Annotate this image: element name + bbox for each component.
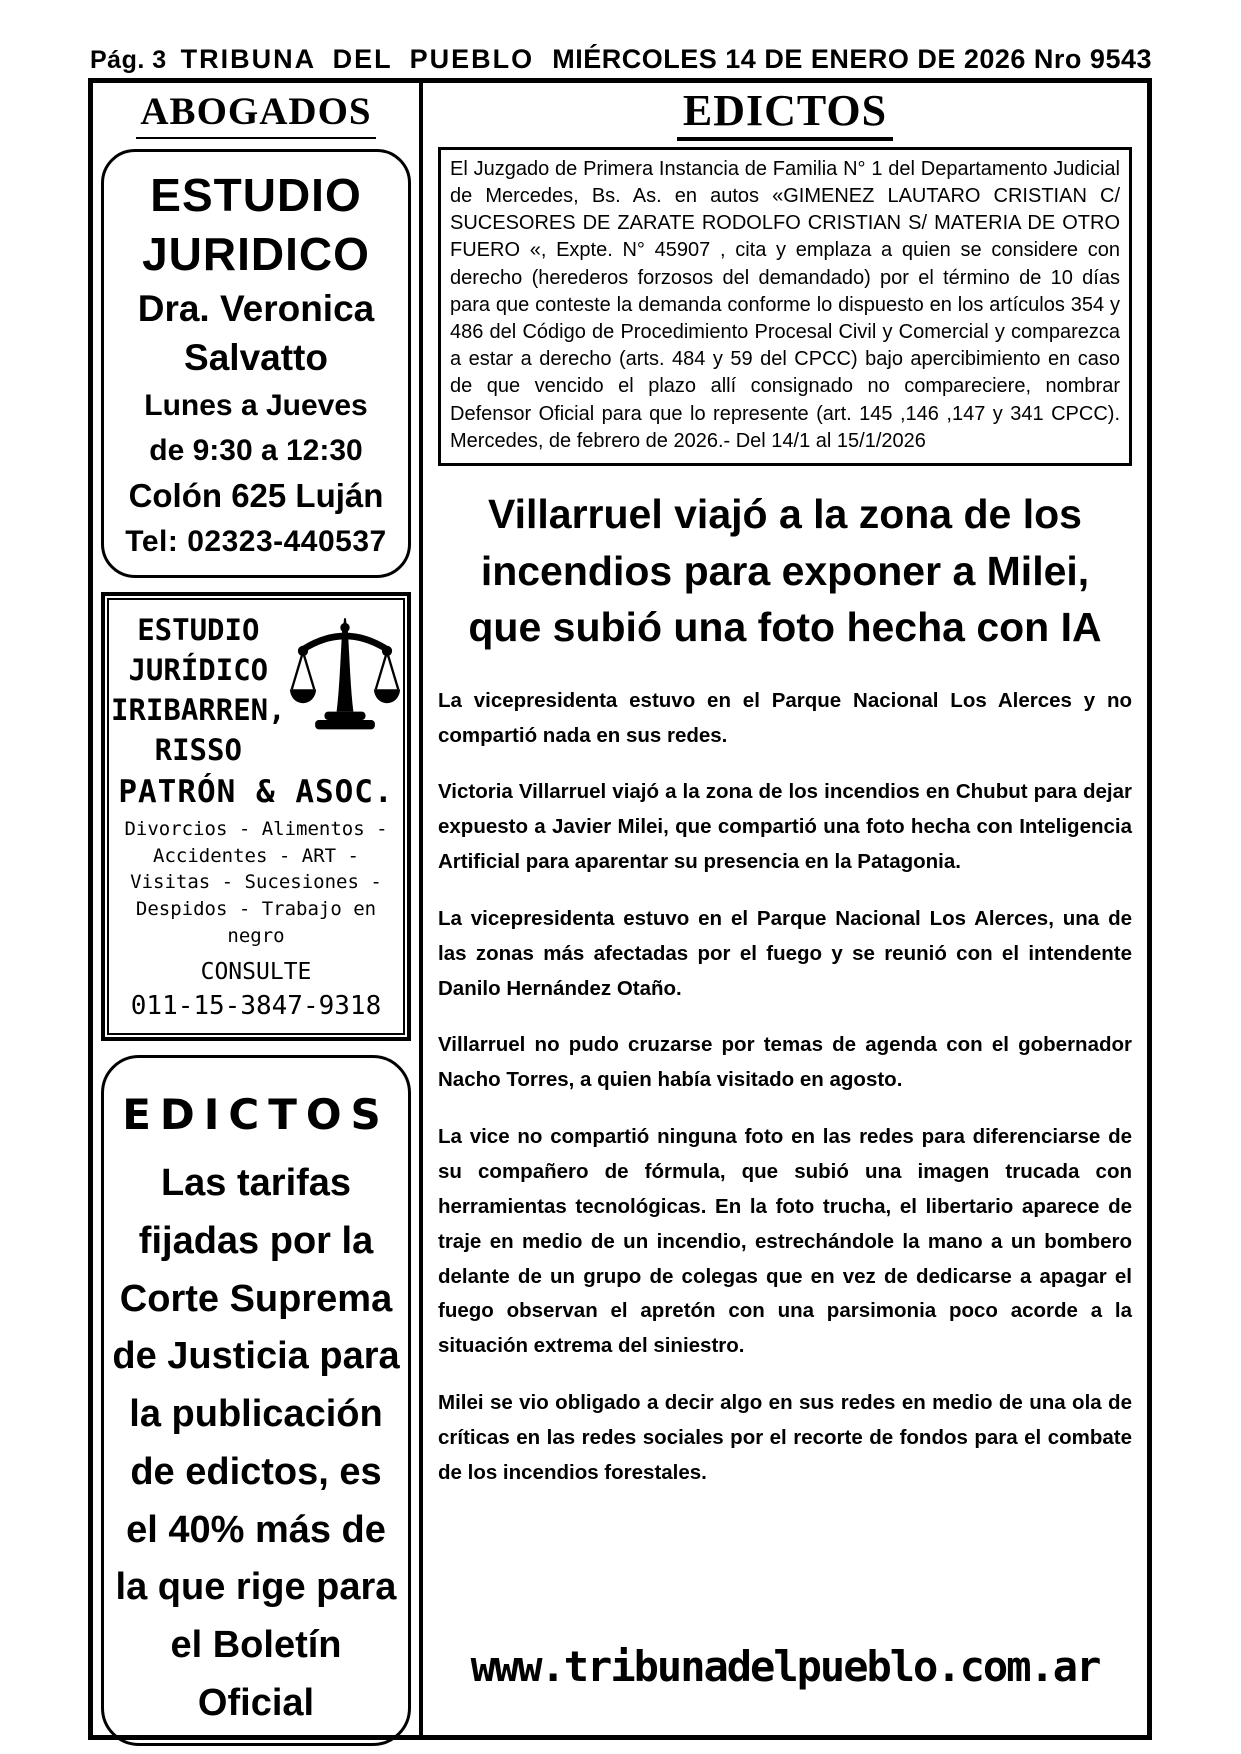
firm-name-line: IRIBARREN, — [111, 693, 286, 728]
firm-name-row — [111, 610, 401, 770]
firm-services-list: Divorcios - Alimentos - Accidentes - ART - Visitas - Sucesiones - Despidos - Trabajo en negro — [124, 818, 388, 947]
lawyer-name-line: Dra. Veronica — [137, 287, 375, 329]
ad-iribarren-inner — [107, 598, 405, 1035]
article-paragraph: Milei se vio obligado a decir algo en sus redes en medio de una ola de críticas en las redes sociales por el recorte de fondos para el combate de los incendios forestales. — [438, 1391, 1132, 1484]
edition-date: MIÉRCOLES 14 DE ENERO DE 2026 Nro 9543 — [552, 44, 1152, 74]
office-address: Colón 625 Luján — [128, 476, 384, 514]
article-body — [438, 662, 1132, 1491]
article-headline: Villarruel viajó a la zona de los incendios para exponer a Milei, que subió una foto hecha con IA — [468, 490, 1102, 651]
firm-name-line: RISSO — [154, 733, 242, 768]
firm-cta: CONSULTE — [200, 959, 312, 986]
firm-name-line: ESTUDIO — [137, 613, 260, 648]
edictos-ad-title: EDICTOS — [122, 1090, 390, 1140]
edictos-ad-body: Las tarifas fijadas por la Corte Suprema de Justicia para la publicación de edictos, es el 40% más de la que rige para el Boletín Oficial — [112, 1162, 400, 1724]
article-paragraph: La vicepresidenta estuvo en el Parque Nacional Los Alerces, una de las zonas más afectadas por el fuego y se reunió con el intendente Danilo Hernández Otaño. — [438, 906, 1132, 1000]
content-frame — [88, 78, 1152, 1740]
office-hours-line: de 9:30 a 12:30 — [149, 433, 363, 467]
edictos-column — [423, 83, 1147, 1735]
lawyer-name-line: Salvatto — [184, 337, 328, 379]
website-url: www.tribunadelpueblo.com.ar — [470, 1642, 1100, 1691]
article-paragraph: Villarruel no pudo cruzarse por temas de agenda con el gobernador Nacho Torres, a quien había visitado en agosto. — [438, 1033, 1132, 1092]
firm-name-line: PATRÓN & ASOC. — [118, 774, 394, 811]
ad-title-line: ESTUDIO — [150, 168, 362, 221]
ad-iribarren-risso-patron — [101, 592, 411, 1041]
page-number-label: Pág. 3 — [90, 46, 167, 74]
article-paragraph: La vicepresidenta estuvo en el Parque Nacional Los Alerces y no compartió nada en sus redes. — [438, 688, 1132, 747]
page-header — [90, 44, 1152, 75]
edictos-section-heading: EDICTOS — [677, 85, 893, 141]
firm-phone: 011-15-3847-9318 — [130, 991, 382, 1022]
legal-notice-box: El Juzgado de Primera Instancia de Familia N° 1 del Departamento Judicial de Mercedes, Bs. As. en autos «GIMENEZ LAUTARO CRISTIAN C/ SUCESORES DE ZARATE RODOLFO CRISTIAN S/ MATERIA DE OTRO FUERO «, Expte. N° 45907 , cita y emplaza a quien se considere con derecho (herederos forzosos del demandado) por el término de 10 días para que conteste la demanda conforme lo dispuesto en los artículos 354 y 486 del Código de Procedimiento Procesal Civil y Comercial y comparezca a estar a derecho (arts. 484 y 59 del CPCC) bajo apercibimiento en caso de que vencido el plazo allí consignado no compareciere, nombrar Defensor Oficial para que lo represente (art. 145 ,146 ,147 y 341 CPCC). Mercedes, de febrero de 2026.- Del 14/1 al 15/1/2026 — [438, 147, 1132, 466]
ad-title-line: JURIDICO — [142, 227, 370, 280]
firm-name-line: JURÍDICO — [128, 653, 269, 688]
abogados-column — [93, 83, 423, 1735]
ad-edictos-tarifas — [101, 1055, 411, 1746]
scales-of-justice-icon — [286, 610, 404, 746]
office-hours-line: Lunes a Jueves — [144, 388, 368, 422]
article-paragraph: La vice no compartió ninguna foto en las redes para diferenciarse de su compañero de fórmula, que subió una imagen trucada con herramientas tecnológicas. En la foto trucha, el libertario aparece de traje en medio de un incendio, estrechándole la mano a un bombero delante de un grupo de colegas que en vez de dedicarse a apagar el fuego observan el apretón con una parsimonia poco acorde a la situación extrema del siniestro. — [438, 1125, 1132, 1358]
abogados-section-heading: ABOGADOS — [136, 89, 375, 139]
newspaper-title: TRIBUNA DEL PUEBLO — [180, 44, 535, 74]
office-phone: Tel: 02323-440537 — [125, 524, 387, 558]
ad-estudio-juridico-salvatto — [101, 149, 411, 578]
article-paragraph: Victoria Villarruel viajó a la zona de los incendios en Chubut para dejar expuesto a Javier Milei, que compartió una foto hecha con Inteligencia Artificial para aparentar su presencia en la Patagonia. — [438, 780, 1132, 874]
